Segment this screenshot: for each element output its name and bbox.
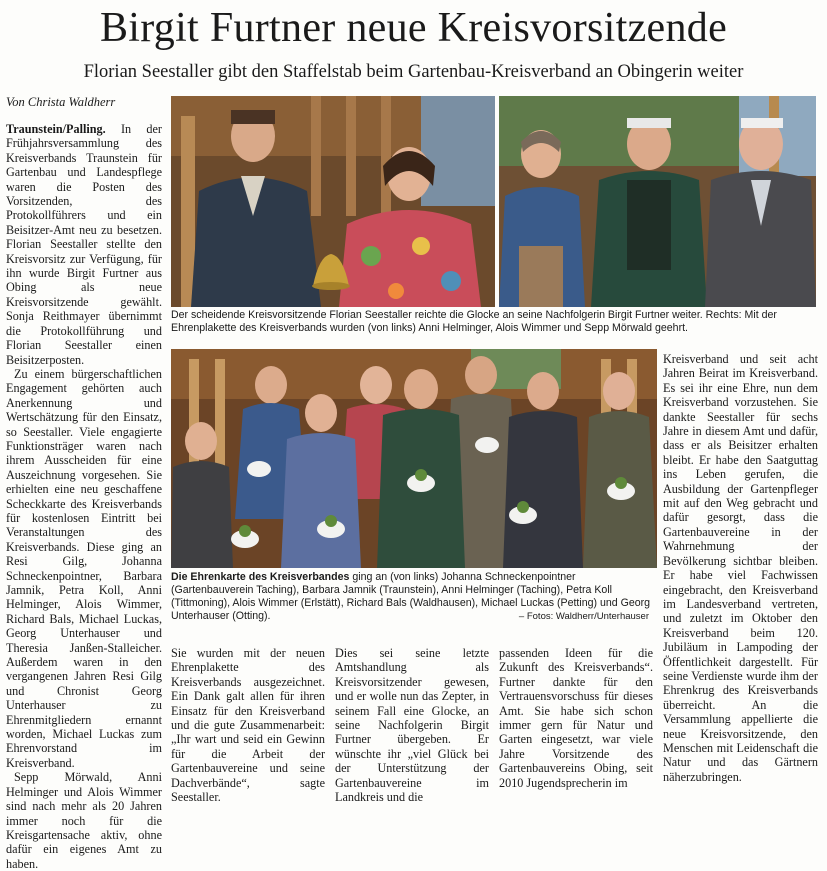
paragraph: Kreisverband und seit acht Jahren Beirat im Kreisverband. Es sei ihr eine Ehre, nun dem Kreisverband vorzustehen. Sie dankte Seestaller für sechs Jahre in diesem Amt und dafür, dass er als Beisitzer erhalten bleibt. Er habe den Saatguttag ins Leben gerufen, die Ausbildung der Gartenpfleger mit auf den Weg gebracht und dafür gesorgt, dass die Gartenbauvereine in der Wahrnehmung der Bevölkerung sichtbar bleiben. Er habe viel Fachwissen eingebracht, den Kreisverband im Landesverband vertreten, und zuletzt im Oktober den Kreisverband beim 120. Jubiläum in Lampoding der Öffentlichkeit dargestellt. Für seine Verdienste wurde ihm der Ehrenkrug des Kreisverbands überreicht. An die Versammlung appellierte die neue Kreisvorsitzende, den Menschen mit Leidenschaft die Natur und das Gärtnern näherzubringen. [663,352,818,784]
article-subheadline: Florian Seestaller gibt den Staffelstab beim Gartenbau-Kreisverband an Obingerin weiter [83,62,744,82]
article-byline: Von Christa Waldherr [6,95,116,109]
photo-bell-handover [171,96,495,307]
dateline: Traunstein/Palling. [6,122,106,136]
caption-text: ging an (von links) Johanna Schneckenpointner (Gartenbauverein Taching), Barbara Jamnik (Traunstein), Anni Helminger (Taching), Petra Koll (Tittmoning), Alois Wimmer (Erlstätt), Richard Bals (Waldhausen), Michael Luckas (Petting) und Georg Unterhauser (Otting). [171,571,651,622]
photo-credit: – Fotos: Waldherr/Unterhauser [518,611,649,622]
photo-group-ehrenkarte [171,349,657,568]
paragraph: Dies sei seine letzte Amtshandlung als Kreisvorsitzender gewesen, und er wolle nun das Zepter, in seinem Fall eine Glocke, an seine Nachfolgerin Birgit Furtner übergeben. Er wünschte ihr „viel Glück bei der Unterstützung der Gartenbauvereine im Landkreis und die [335,646,489,805]
article-column-2 [171,646,325,804]
paragraph: Sie wurden mit der neuen Ehrenplakette des Kreisverbands ausgezeichnet. Ein Dank galt allen für ihren Einsatz für den Kreisverband und die gute Zusammenarbeit: „Ihr wart und seid ein Gewinn für die Arbeit der Gartenbauvereine und seine Dachverbände“, sagte Seestaller. [171,646,325,805]
article-headline: Birgit Furtner neue Kreisvorsitzende [99,5,728,51]
paragraph [6,122,162,367]
paragraph: passenden Ideen für die Zukunft des Kreisverbands“. Furtner dankte für den Vertrauensvorschuss für dieses Amt. Sie habe sich schon immer gern für Natur und Garten eingesetzt, war viele Jahre Vorsitzende des Gartenbauvereins Obing, seit 2010 Jugendsprecherin im [499,646,653,790]
photo-plaque-honourees [499,96,816,307]
article-column-3 [335,646,489,804]
article-column-5 [663,352,818,784]
paragraph: Sepp Mörwald, Anni Helminger und Alois Wimmer sind nach mehr als 20 Jahren immer noch für die Kreisgartensache aktiv, ohne dafür ein eigenes Amt zu haben. [6,770,162,871]
caption-top-photos: Der scheidende Kreisvorsitzende Florian Seestaller reichte die Glocke an seine Nachfolgerin Birgit Furtner weiter. Rechts: Mit der Ehrenplakette des Kreisverbands wurden (von links) Anni Helminger, Alois Wimmer und Sepp Mörwald geehrt. [171,309,777,334]
paragraph-text: In der Frühjahrsversammlung des Kreisverbands Traunstein für Gartenbau und Landespflege waren die Posten des Vorsitzenden, des Protokollführers und ein Beisitzer-Amt neu zu besetzen. Florian Seestaller stellte den Kreisvorsitz zur Verfügung, für ihn wurde Birgit Furtner aus Obing als neue Kreisvorsitzende gewählt. Sonja Reithmayer übernimmt die Protokollführung und Florian Seestaller einen Beisitzerposten. [6,122,162,367]
paragraph: Zu einem bürgerschaftlichen Engagement gehörten auch Anerkennung und Wertschätzung für den Einsatz, so Seestaller. Viele engagierte Funktionsträger waren nach ihrem Ausscheiden für eine Auszeichnung vorgesehen. Sie erhielten eine neu geschaffene Scheckkarte des Kreisverbands für kostenlosen Eintritt bei Veranstaltungen des Kreisverbands. Diese ging an Resi Gilg, Johanna Schneckenpointner, Barbara Jamnik, Petra Koll, Anni Helminger, Alois Wimmer, Richard Bals, Michael Luckas, Georg Unterhauser und Theresia Janßen-Stalleicher. Außerdem waren in den vergangenen Jahren Resi Gilg und Chronist Georg Unterhauser zu Ehrenmitgliedern ernannt worden, Michael Luckas zum Ehrenvorstand im Kreisverband. [6,366,162,770]
article-column-4 [499,646,653,790]
article-column-1 [6,122,162,871]
caption-lead: Die Ehrenkarte des Kreisverbandes [171,571,350,583]
